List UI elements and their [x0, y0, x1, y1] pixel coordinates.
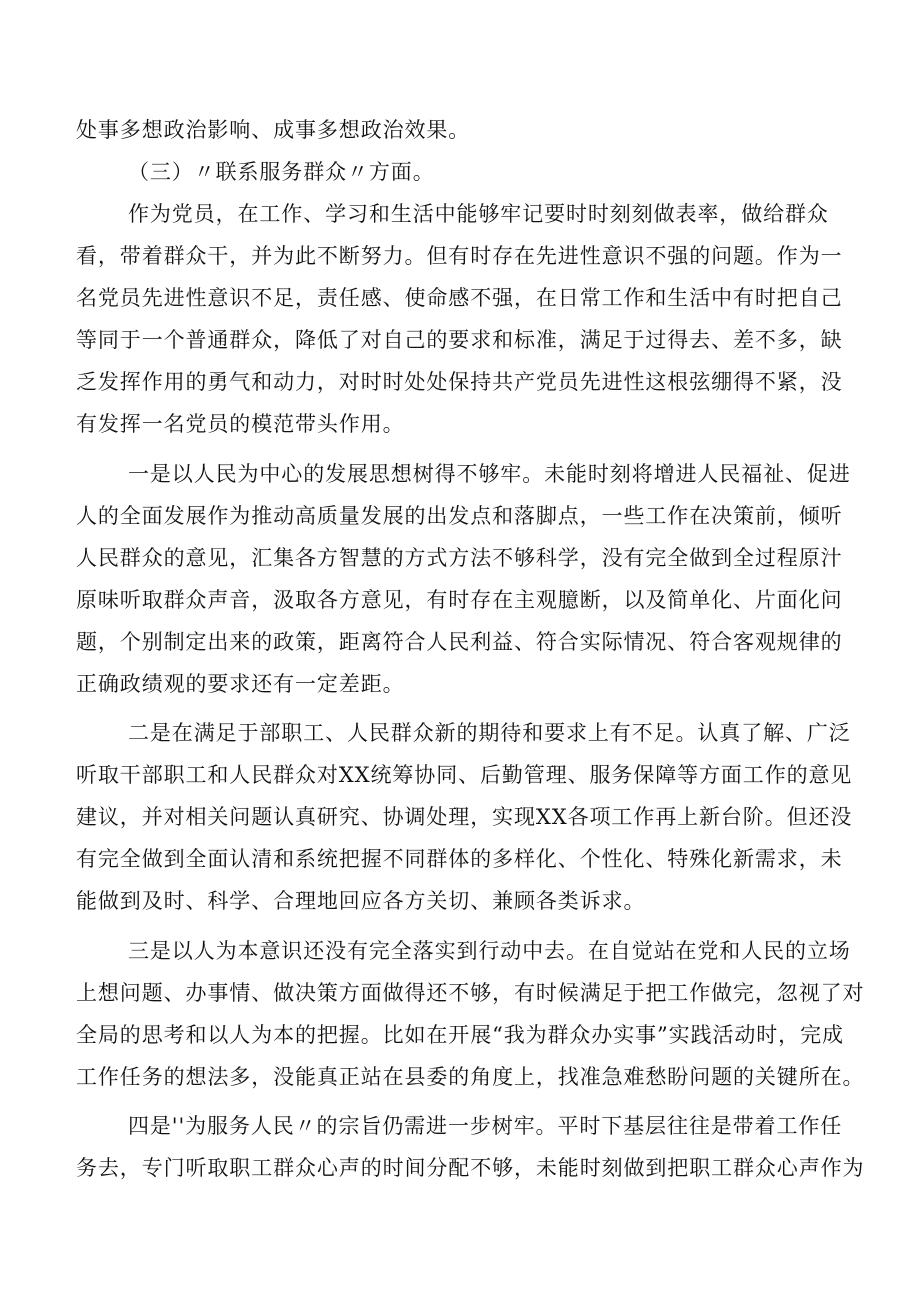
text-line: 全局的思考和以人为本的把握。比如在开展“我为群众办实事”实践活动时，完成: [76, 1023, 844, 1047]
text-line: 有发挥一名党员的模范带头作用。: [76, 412, 405, 436]
text-line: 听取干部职工和人民群众对XX统筹协同、后勤管理、服务保障等方面工作的意见: [76, 763, 853, 787]
text-line: 乏发挥作用的勇气和动力，对时时处处保持共产党员先进性这根弦绷得不紧，没: [76, 370, 843, 394]
text-line: 作为党员，在工作、学习和生活中能够牢记要时时刻刻做表率，做给群众: [128, 202, 829, 226]
text-line: 有完全做到全面认清和系统把握不同群体的多样化、个性化、特殊化新需求，未: [76, 847, 843, 871]
section-heading: （三）〃联系服务群众〃方面。: [128, 160, 435, 184]
text-line: 题，个别制定出来的政策，距离符合人民利益、符合实际情况、符合客观规律的: [76, 630, 843, 654]
text-line: 能做到及时、科学、合理地回应各方关切、兼顾各类诉求。: [76, 889, 646, 913]
text-line: 建议，并对相关问题认真研究、协调处理，实现XX各项工作再上新台阶。但还没: [76, 805, 853, 829]
text-line: 看，带着群众干，并为此不断努力。但有时存在先进性意识不强的问题。作为一: [76, 244, 843, 268]
text-line: 务去，专门听取职工群众心声的时间分配不够，未能时刻做到把职工群众心声作为: [76, 1156, 865, 1180]
text-line: 原味听取群众声音，汲取各方意见，有时存在主观臆断，以及简单化、片面化问: [76, 588, 843, 612]
text-line: 人的全面发展作为推动高质量发展的出发点和落脚点，一些工作在决策前，倾听: [76, 504, 843, 528]
text-line: 上想问题、办事情、做决策方面做得还不够，有时候满足于把工作做完，忽视了对: [76, 981, 865, 1005]
text-line: 三是以人为本意识还没有完全落实到行动中去。在自觉站在党和人民的立场: [128, 939, 851, 963]
text-line: 名党员先进性意识不足，责任感、使命感不强，在日常工作和生活中有时把自己: [76, 286, 843, 310]
text-line: 人民群众的意见，汇集各方智慧的方式方法不够科学，没有完全做到全过程原汁: [76, 546, 843, 570]
text-line: 处事多想政治影响、成事多想政治效果。: [76, 118, 471, 142]
text-line: 四是''为服务人民〃的宗旨仍需进一步树牢。平时下基层往往是带着工作任: [128, 1114, 843, 1138]
text-line: 一是以人民为中心的发展思想树得不够牢。未能时刻将增进人民福祉、促进: [128, 462, 851, 486]
text-line: 等同于一个普通群众，降低了对自己的要求和标准，满足于过得去、差不多，缺: [76, 328, 843, 352]
text-line: 正确政绩观的要求还有一定差距。: [76, 672, 405, 696]
text-line: 工作任务的想法多，没能真正站在县委的角度上，找准急难愁盼问题的关键所在。: [76, 1065, 865, 1089]
text-line: 二是在满足于部职工、人民群众新的期待和要求上有不足。认真了解、广泛: [128, 721, 851, 745]
